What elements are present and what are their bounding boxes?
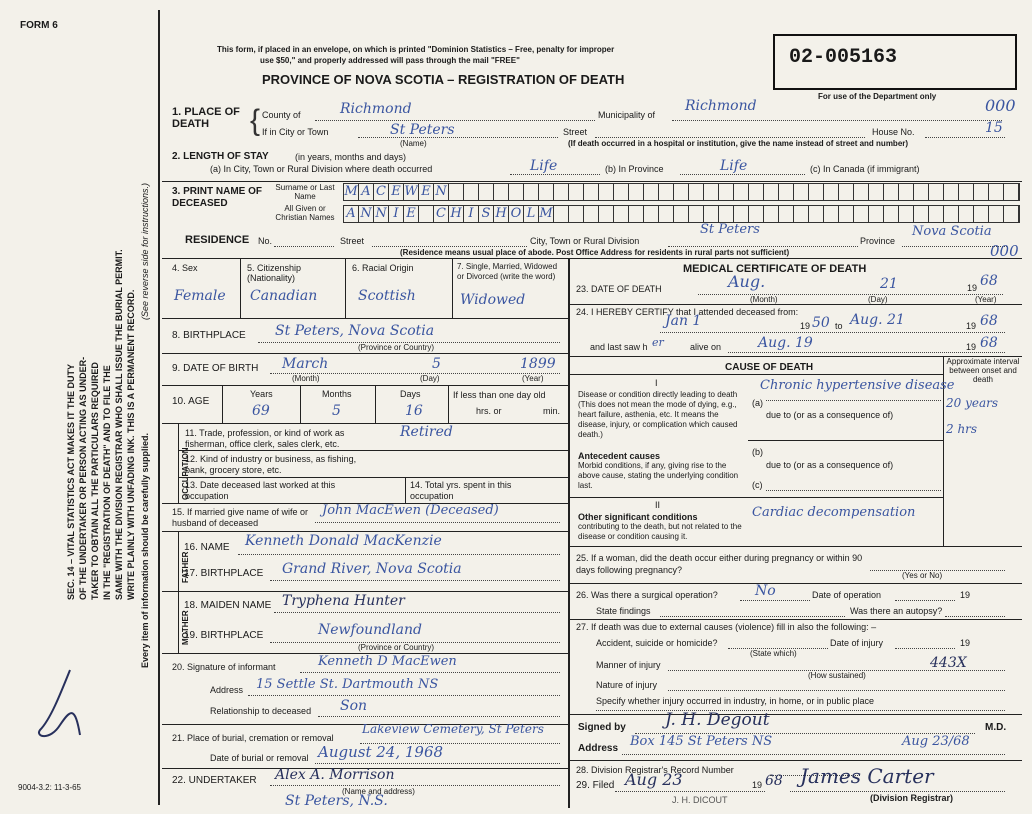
interval-b-value: 2 hrs bbox=[946, 422, 978, 436]
how-sustained-caption: (How sustained) bbox=[808, 671, 866, 680]
attend-from-year-prefix: 19 bbox=[800, 321, 811, 331]
house-no-value: 15 bbox=[985, 120, 1003, 136]
stay-city-label: (a) In City, Town or Rural Division where death occurred bbox=[210, 164, 433, 174]
mother-maiden-value: Tryphena Hunter bbox=[282, 593, 405, 609]
surgery-value: No bbox=[755, 583, 776, 599]
date-of-death-label: 23. DATE OF DEATH bbox=[576, 284, 662, 294]
undertaker-value: Alex A. Morrison bbox=[275, 767, 395, 783]
state-findings-label: State findings bbox=[596, 606, 651, 616]
certify-label: 24. I HEREBY CERTIFY that I attended deceased from: bbox=[576, 307, 799, 317]
stay-province-label: (b) In Province bbox=[605, 164, 664, 174]
signature-date-value: Aug 23/68 bbox=[902, 734, 970, 749]
dob-day-value: 5 bbox=[432, 356, 441, 372]
signed-by-label: Signed by bbox=[578, 722, 626, 733]
age-months-value: 5 bbox=[332, 403, 341, 419]
residence-city-label: City, Town or Rural Division bbox=[530, 236, 640, 246]
operation-year-prefix: 19 bbox=[960, 590, 971, 600]
last-saw-value: er bbox=[652, 336, 664, 349]
informant-address-label: Address bbox=[210, 685, 244, 695]
instruction-line-5: SAME WITH THE DIVISION REGISTRAR WHO SHALL ISSUE THE BURIAL PERMIT. bbox=[114, 249, 124, 600]
undertaker-label: 22. UNDERTAKER bbox=[172, 775, 257, 786]
mother-birthplace-label: 19. BIRTHPLACE bbox=[184, 630, 264, 641]
margin-signature-mark bbox=[30, 665, 100, 745]
filed-date-value: Aug 23 bbox=[625, 770, 683, 789]
sex-label: 4. Sex bbox=[172, 263, 198, 273]
burial-date-label: Date of burial or removal bbox=[210, 753, 309, 763]
attend-to-year-value: 68 bbox=[980, 313, 998, 329]
city-town-label: If in City or Town bbox=[262, 127, 329, 137]
occupation-13-label: 13. Date deceased last worked at this occupation bbox=[185, 480, 336, 501]
sex-value: Female bbox=[174, 288, 226, 304]
cause-of-death-title: CAUSE OF DEATH bbox=[725, 362, 814, 373]
manner-label: Manner of injury bbox=[596, 660, 661, 670]
relationship-label: Relationship to deceased bbox=[210, 706, 312, 716]
spouse-label: 15. If married give name of wife or husband of deceased bbox=[172, 507, 309, 528]
cause-a-label: (a) bbox=[752, 398, 763, 408]
residence-street-label: Street bbox=[340, 236, 365, 246]
death-month-value: Aug. bbox=[728, 272, 766, 291]
due-to-b-label: due to (or as a consequence of) bbox=[766, 460, 894, 470]
cause-a-value: Chronic hypertensive disease bbox=[760, 378, 955, 393]
relationship-value: Son bbox=[340, 698, 368, 714]
other-conditions-value: Cardiac decompensation bbox=[752, 505, 916, 520]
days-caption: Days bbox=[400, 389, 421, 399]
department-use-label: For use of the Department only bbox=[818, 92, 937, 101]
division-registrar-caption: (Division Registrar) bbox=[870, 793, 954, 803]
father-name-label: 16. NAME bbox=[184, 542, 230, 553]
stay-city-value: Life bbox=[530, 158, 558, 174]
other-significant-sub: contributing to the death, but not related to the disease or condition causing it. bbox=[578, 522, 742, 541]
attend-from-year-value: 50 bbox=[812, 315, 830, 331]
filed-year-value: 68 bbox=[765, 773, 783, 789]
occupation-12-label: 12. Kind of industry or business, as fishing, bank, grocery store, etc. bbox=[185, 454, 357, 475]
length-of-stay-sub: (in years, months and days) bbox=[295, 152, 407, 162]
house-no-label: House No. bbox=[872, 127, 915, 137]
other-significant-label: Other significant conditions bbox=[578, 512, 698, 522]
antecedent-sub: Morbid conditions, if any, giving rise to the above cause, stating the underlying condition last. bbox=[578, 461, 739, 490]
given-names-label: All Given or Christian Names bbox=[275, 204, 335, 222]
printed-name-stamp: J. H. DICOUT bbox=[672, 795, 728, 805]
death-year-caption: (Year) bbox=[975, 295, 997, 304]
division-record-label: 28. Division Registrar's Record Number bbox=[576, 765, 734, 775]
marital-status-value: Widowed bbox=[460, 292, 526, 308]
injury-code: 443X bbox=[930, 655, 967, 671]
notice-line-1: This form, if placed in an envelope, on which is printed "Dominion Statistics – Free, penalty for improper bbox=[217, 45, 615, 54]
instruction-line-4: IN THE "REGISTRATION OF DEATH" AND TO FILE THE bbox=[102, 365, 112, 600]
county-value: Richmond bbox=[340, 101, 412, 117]
death-year-value: 68 bbox=[980, 273, 998, 289]
residence-province-label: Province bbox=[860, 236, 896, 246]
specify-label: Specify whether injury occurred in industry, in home, or in public place bbox=[596, 696, 874, 706]
autopsy-label: Was there an autopsy? bbox=[850, 606, 943, 616]
city-town-value: St Peters bbox=[390, 122, 455, 138]
informant-address-value: 15 Settle St. Dartmouth NS bbox=[256, 677, 439, 692]
to-label: to bbox=[835, 321, 843, 331]
age-days-value: 16 bbox=[405, 403, 423, 419]
occupation-section-label: OCCUPATION bbox=[181, 447, 190, 500]
occupation-14-label: 14. Total yrs. spent in this occupation bbox=[410, 480, 512, 501]
date-operation-label: Date of operation bbox=[812, 590, 882, 600]
min-label: min. bbox=[543, 406, 561, 416]
death-day-value: 21 bbox=[880, 276, 898, 292]
racial-origin-label: 6. Racial Origin bbox=[352, 263, 414, 273]
medical-certificate-title: MEDICAL CERTIFICATE OF DEATH bbox=[683, 263, 867, 275]
registration-number: 02-005163 bbox=[789, 46, 898, 69]
date-injury-label: Date of injury bbox=[830, 638, 884, 648]
citizenship-label: 5. Citizenship (Nationality) bbox=[247, 263, 302, 283]
alive-on-value: Aug. 19 bbox=[758, 335, 813, 351]
external-causes-label: 27. If death was due to external causes (violence) fill in also the following: – bbox=[576, 622, 877, 632]
burial-place-label: 21. Place of burial, cremation or removal bbox=[172, 733, 334, 743]
cause-c-label: (c) bbox=[752, 480, 763, 490]
birthplace-label: 8. BIRTHPLACE bbox=[172, 330, 246, 341]
dob-year-caption: (Year) bbox=[522, 374, 544, 383]
instruction-reverse: (See reverse side for instructions.) bbox=[140, 182, 150, 320]
residence-label: RESIDENCE bbox=[185, 234, 250, 246]
death-year-prefix: 19 bbox=[967, 283, 978, 293]
residence-code: 000 bbox=[990, 242, 1019, 260]
attend-to-value: Aug. 21 bbox=[850, 312, 905, 328]
dob-label: 9. DATE OF BIRTH bbox=[172, 363, 259, 374]
registrar-signature: James Carter bbox=[800, 764, 934, 788]
attend-from-value: Jan 1 bbox=[665, 313, 702, 329]
nature-label: Nature of injury bbox=[596, 680, 658, 690]
cause-b-label: (b) bbox=[752, 447, 763, 457]
form-title: PROVINCE OF NOVA SCOTIA – REGISTRATION OF DEATH bbox=[262, 72, 625, 87]
part-ii-label: II bbox=[655, 500, 661, 510]
municipality-label: Municipality of bbox=[598, 110, 656, 120]
attend-to-year-prefix: 19 bbox=[966, 321, 977, 331]
racial-origin-value: Scottish bbox=[358, 288, 416, 304]
hrs-label: hrs. or bbox=[476, 406, 502, 416]
father-section-label: FATHER bbox=[181, 551, 190, 583]
interval-header: Approximate interval between onset and death bbox=[946, 357, 1020, 384]
place-of-death-label: 1. PLACE OF DEATH bbox=[172, 106, 240, 130]
name-caption: (Name) bbox=[400, 139, 427, 148]
occupation-value: Retired bbox=[400, 424, 453, 440]
mother-section-label: MOTHER bbox=[181, 610, 190, 645]
form-number: FORM 6 bbox=[20, 20, 58, 31]
burial-place-value: Lakeview Cemetery, St Peters bbox=[362, 722, 544, 736]
notice-line-2: use $50," and properly addressed will pass through the mail "FREE" bbox=[260, 56, 520, 65]
department-code: 000 bbox=[985, 96, 1016, 115]
street-label: Street bbox=[563, 127, 588, 137]
months-caption: Months bbox=[322, 389, 352, 399]
undertaker-caption: (Name and address) bbox=[342, 787, 415, 796]
birthplace-value: St Peters, Nova Scotia bbox=[275, 323, 435, 339]
age-years-value: 69 bbox=[252, 403, 270, 419]
part-i-label: I bbox=[655, 378, 658, 388]
death-day-caption: (Day) bbox=[868, 295, 888, 304]
pregnancy-label: 25. If a woman, did the death occur either during pregnancy or within 90 days following pregnancy? bbox=[576, 553, 863, 575]
alive-year-prefix: 19 bbox=[966, 342, 977, 352]
residence-province-value: Nova Scotia bbox=[912, 224, 992, 239]
informant-label: 20. Signature of informant bbox=[172, 662, 276, 672]
yes-no-caption: (Yes or No) bbox=[902, 571, 943, 580]
spouse-value: John MacEwen (Deceased) bbox=[322, 503, 499, 518]
residence-city-value: St Peters bbox=[700, 222, 760, 237]
residence-no-label: No. bbox=[258, 236, 273, 246]
years-caption: Years bbox=[250, 389, 273, 399]
death-month-caption: (Month) bbox=[750, 295, 778, 304]
mother-birthplace-value: Newfoundland bbox=[318, 622, 422, 638]
burial-date-value: August 24, 1968 bbox=[318, 743, 444, 761]
municipality-value: Richmond bbox=[685, 98, 757, 114]
surname-boxes: M A C E W E N bbox=[343, 183, 1020, 201]
informant-value: Kenneth D MacEwen bbox=[318, 654, 457, 669]
county-label: County of bbox=[262, 110, 301, 120]
print-name-label: 3. PRINT NAME OF DECEASED bbox=[172, 186, 263, 209]
undertaker-address-value: St Peters, N.S. bbox=[285, 793, 388, 809]
state-which-caption: (State which) bbox=[750, 649, 797, 658]
instruction-line-1: SEC. 14 – VITAL STATISTICS ACT MAKES IT THE DUTY bbox=[66, 363, 76, 600]
father-birthplace-label: 17. BIRTHPLACE bbox=[184, 568, 264, 579]
marital-status-label: 7. Single, Married, Widowed or Divorced (write the word) bbox=[457, 262, 558, 281]
age-label: 10. AGE bbox=[172, 396, 210, 407]
residence-note: (Residence means usual place of abode. Post Office Address for residents in rural parts not sufficient) bbox=[400, 248, 790, 257]
alive-on-label: alive on bbox=[690, 342, 722, 352]
signature-address-value: Box 145 St Peters NS bbox=[630, 734, 773, 749]
alive-year-value: 68 bbox=[980, 335, 998, 351]
mother-birthplace-caption: (Province or Country) bbox=[358, 643, 435, 652]
dob-month-value: March bbox=[282, 356, 329, 372]
md-label: M.D. bbox=[985, 722, 1007, 733]
filed-label: 29. Filed bbox=[576, 780, 615, 791]
stay-province-value: Life bbox=[720, 158, 748, 174]
dob-day-caption: (Day) bbox=[420, 374, 440, 383]
print-code: 9004-3.2: 11-3-65 bbox=[18, 783, 82, 792]
accident-label: Accident, suicide or homicide? bbox=[596, 638, 718, 648]
hospital-note: (If death occurred in a hospital or institution, give the name instead of street and number) bbox=[568, 139, 909, 148]
filed-year-prefix: 19 bbox=[752, 780, 763, 790]
length-of-stay-label: 2. LENGTH OF STAY bbox=[172, 151, 269, 162]
due-to-a-label: due to (or as a consequence of) bbox=[766, 410, 894, 420]
father-name-value: Kenneth Donald MacKenzie bbox=[245, 533, 442, 549]
citizenship-value: Canadian bbox=[250, 288, 318, 304]
given-names-boxes: A N N I E C H I S H O L M bbox=[343, 205, 1020, 223]
instruction-every-item: Every item of information should be carefully supplied. bbox=[140, 432, 150, 668]
mother-maiden-label: 18. MAIDEN NAME bbox=[184, 600, 272, 611]
surname-label: Surname or Last Name bbox=[275, 183, 335, 201]
brace: { bbox=[250, 104, 261, 137]
instruction-line-6: WRITE PLAINLY WITH UNFADING INK. THIS IS A PERMANENT RECORD. bbox=[126, 289, 136, 600]
left-margin-rule bbox=[158, 10, 160, 805]
signed-by-value: J. H. Degout bbox=[665, 710, 770, 730]
registration-number-box bbox=[773, 34, 1017, 90]
antecedent-label: Antecedent causes bbox=[578, 451, 661, 461]
instruction-line-2: OF THE UNDERTAKER OR PERSON ACTING AS UNDER- bbox=[78, 356, 88, 600]
less-than-day-label: If less than one day old bbox=[453, 390, 546, 400]
interval-a-value: 20 years bbox=[946, 396, 999, 410]
stay-canada-label: (c) In Canada (if immigrant) bbox=[810, 164, 920, 174]
father-birthplace-value: Grand River, Nova Scotia bbox=[282, 561, 462, 577]
signature-address-label: Address bbox=[578, 743, 619, 754]
disease-label: Disease or condition directly leading to death (This does not mean the mode of dying, e.g., heart failure, asthenia, etc. It means the disease, injury, or complication which caused death.) bbox=[578, 390, 738, 439]
dob-year-value: 1899 bbox=[520, 356, 556, 372]
instruction-line-3: TAKER TO OBTAIN ALL THE PARTICULARS REQUIRED bbox=[90, 362, 100, 600]
injury-year-prefix: 19 bbox=[960, 638, 971, 648]
surgery-label: 26. Was there a surgical operation? bbox=[576, 590, 718, 600]
last-saw-label: and last saw h bbox=[590, 342, 648, 352]
birthplace-caption: (Province or Country) bbox=[358, 343, 435, 352]
dob-month-caption: (Month) bbox=[292, 374, 320, 383]
occupation-11-label: 11. Trade, profession, or kind of work as fisherman, office clerk, sales clerk, etc. bbox=[185, 428, 345, 449]
